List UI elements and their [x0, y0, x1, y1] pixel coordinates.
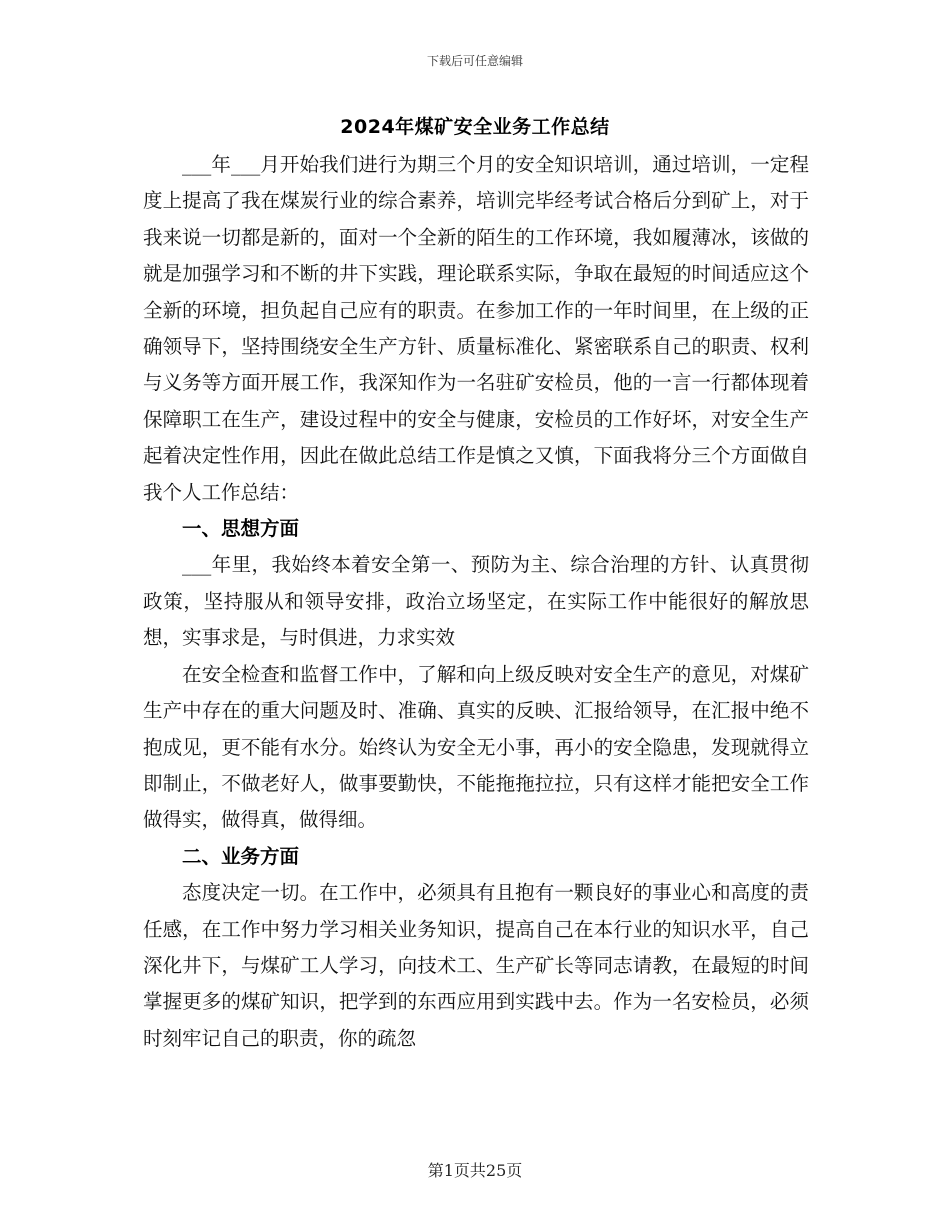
document-title: 2024年煤矿安全业务工作总结 [340, 116, 610, 138]
header-note: 下载后可任意编辑 [426, 54, 523, 68]
page-number-footer: 第1页共25页 [427, 1161, 523, 1180]
section-heading-thought: 一、思想方面 [182, 517, 300, 541]
document-body [143, 147, 809, 1057]
intro-paragraph: ___年___月开始我们进行为期三个月的安全知识培训，通过培训，一定程度上提高了我在煤炭行业的综合素养，培训完毕经考试合格后分到矿上，对于我来说一切都是新的，面对一个全新的陌生的工作环境，我如履薄冰，该做的就是加强学习和不断的井下实践，理论联系实际，争取在最短的时间适应这个全新的环境，担负起自己应有的职责。在参加工作的一年时间里，在上级的正确领导下，坚持围绕安全生产方针、质量标准化、紧密联系自己的职责、权利与义务等方面开展工作，我深知作为一名驻矿安检员，他的一言一行都体现着保障职工在生产，建设过程中的安全与健康，安检员的工作好坏，对安全生产起着决定性作用，因此在做此总结工作是慎之又慎，下面我将分三个方面做自我个人工作总结： [143, 153, 809, 504]
business-paragraph-1: 态度决定一切。在工作中，必须具有且抱有一颗良好的事业心和高度的责任感，在工作中努力学习相关业务知识，提高自己在本行业的知识水平，自己深化井下，与煤矿工人学习，向技术工、生产矿长等同志请教，在最短的时间掌握更多的煤矿知识，把学到的东西应用到实践中去。作为一名安检员，必须时刻牢记自己的职责，你的疏忽 [143, 881, 809, 1050]
thought-paragraph-2: 在安全检查和监督工作中，了解和向上级反映对安全生产的意见，对煤矿生产中存在的重大问题及时、准确、真实的反映、汇报给领导，在汇报中绝不抱成见，更不能有水分。始终认为安全无小事，再小的安全隐患，发现就得立即制止，不做老好人，做事要勤快，不能拖拖拉拉，只有这样才能把安全工作做得实，做得真，做得细。 [143, 662, 809, 832]
thought-paragraph-1: ___年里，我始终本着安全第一、预防为主、综合治理的方针、认真贯彻政策，坚持服从和领导安排，政治立场坚定，在实际工作中能很好的解放思想，实事求是，与时俱进，力求实效 [143, 553, 809, 650]
section-heading-business: 二、业务方面 [182, 844, 300, 868]
